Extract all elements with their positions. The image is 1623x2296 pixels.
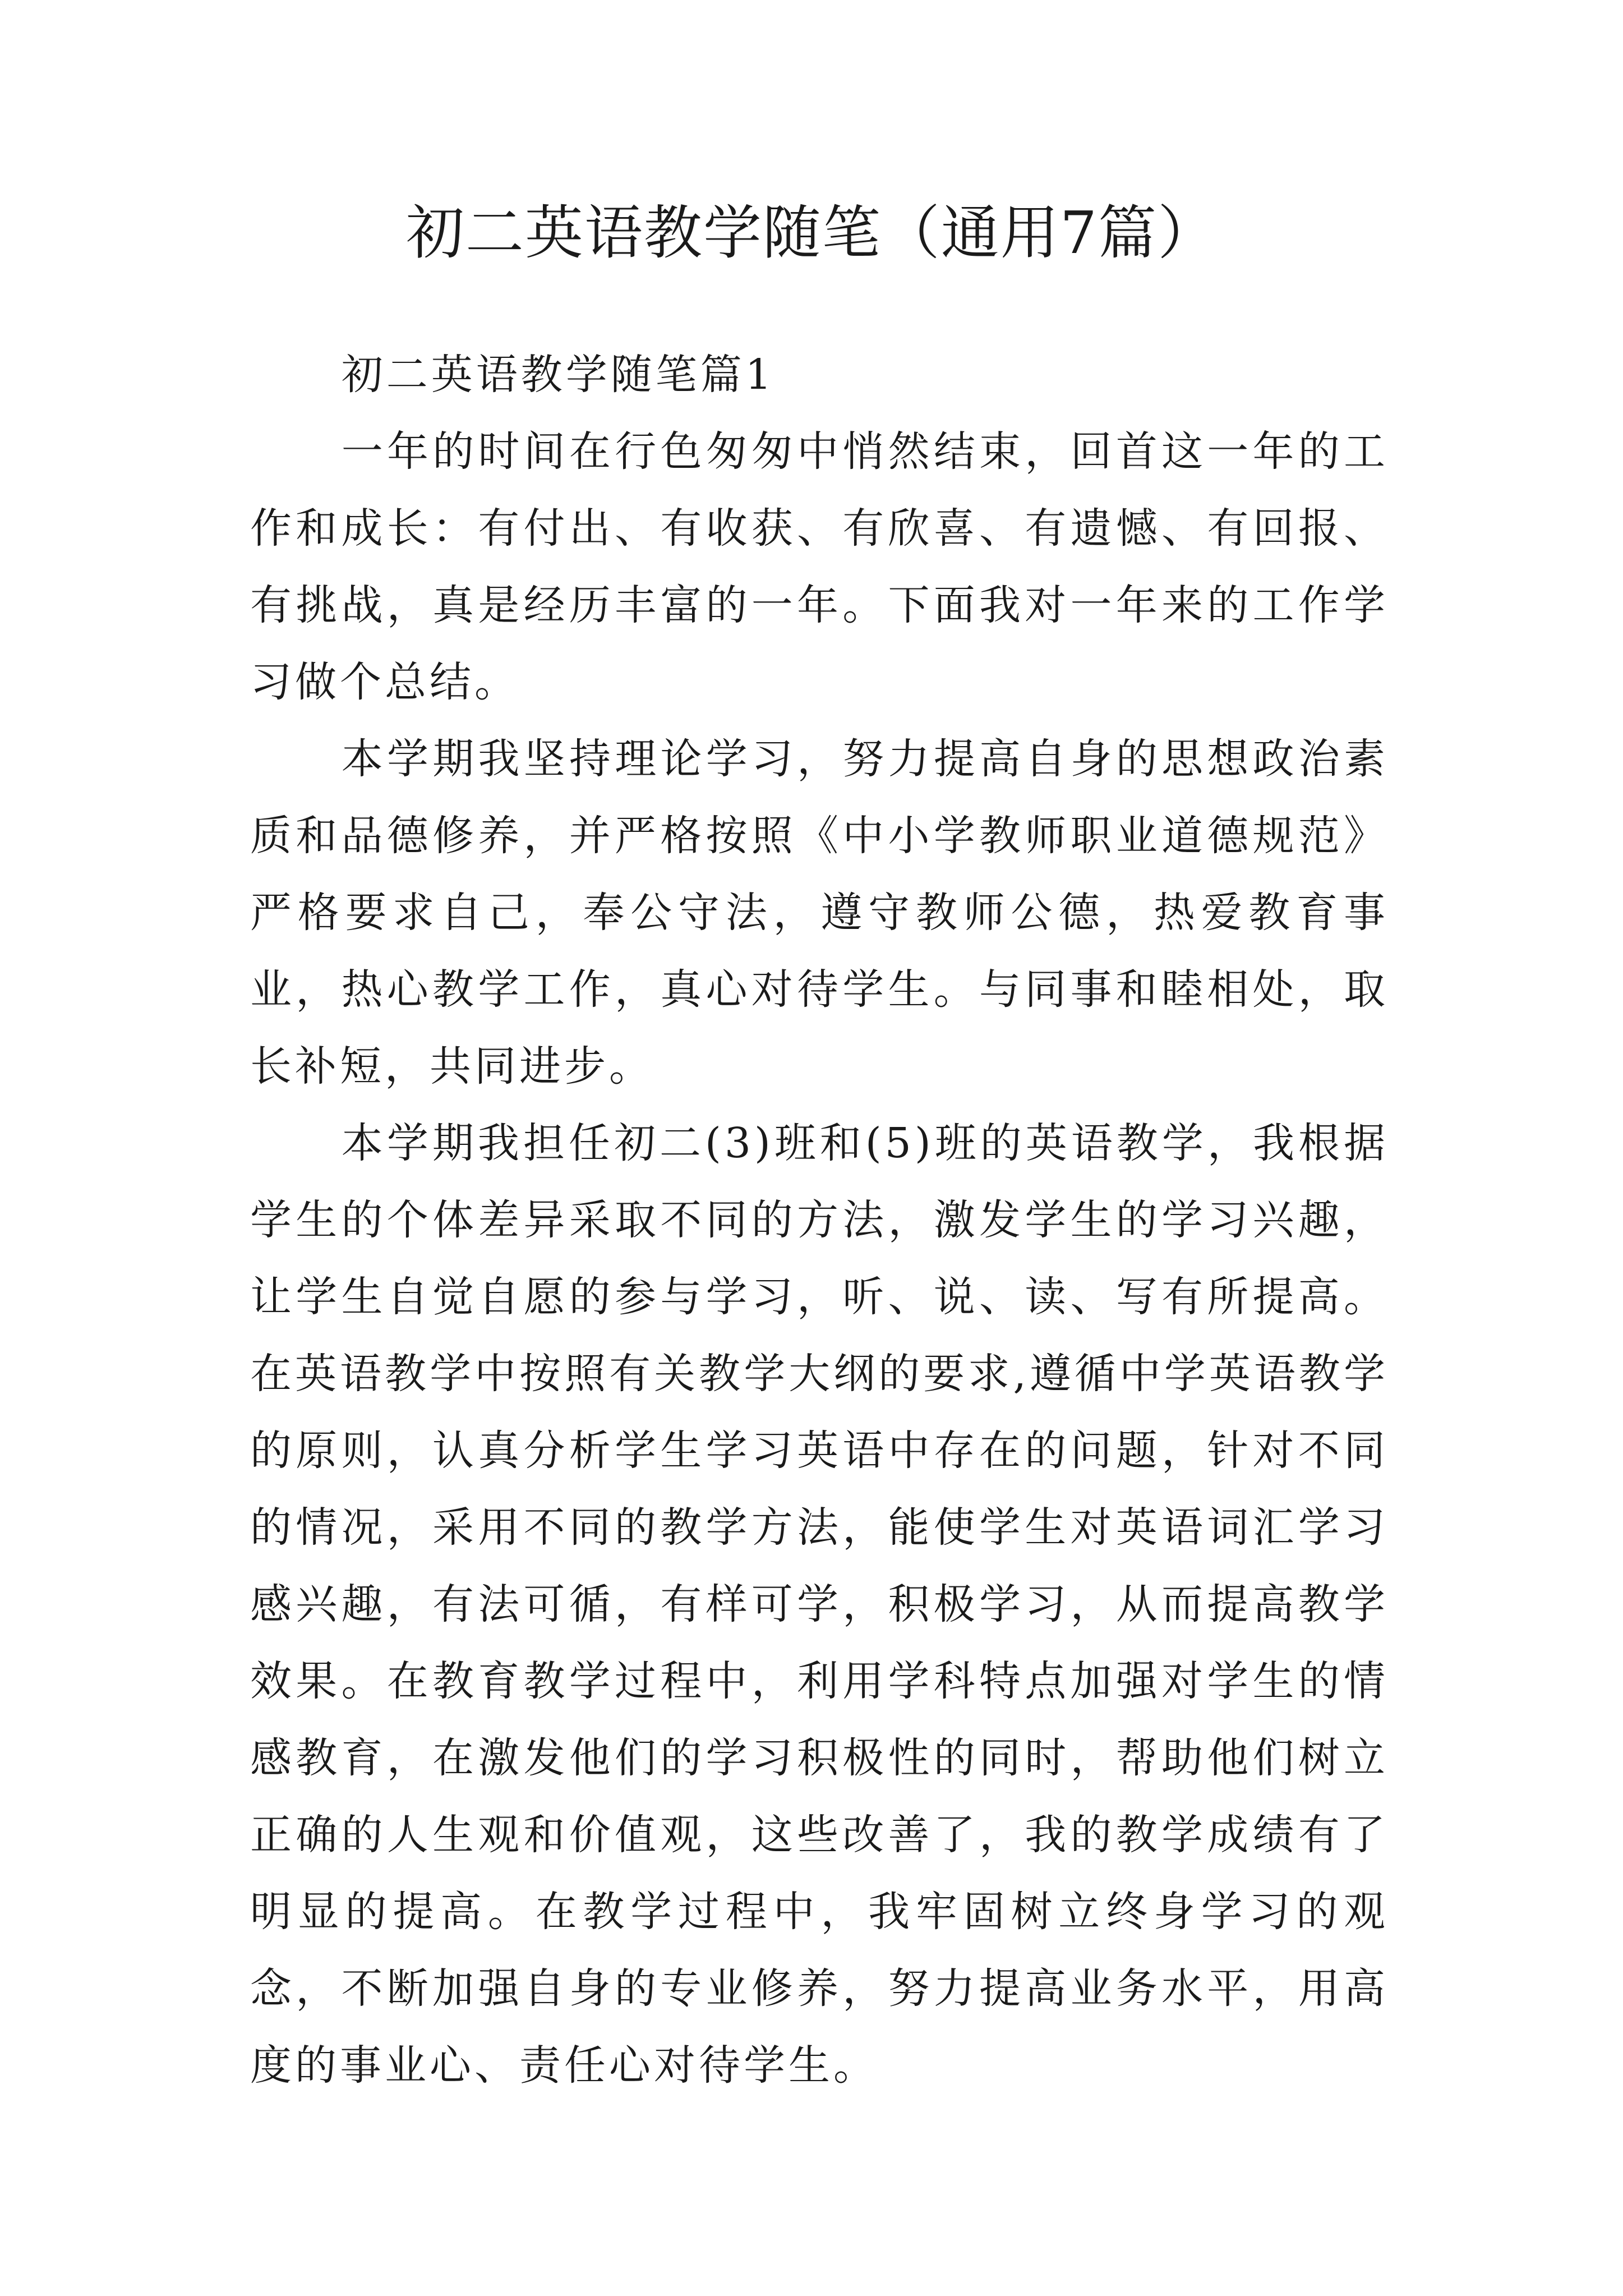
paragraph: 本学期我坚持理论学习，努力提高自身的思想政治素质和品德修养，并严格按照《中小学教师职业道德规范》严格要求自己，奉公守法，遵守教师公德，热爱教育事业，热心教学工作，真心对待学生。与同事和睦相处，取长补短，共同进步。 (250, 735, 1389, 1091)
section-heading: 初二英语教学随笔篇1 (341, 351, 775, 399)
paragraph: 本学期我担任初二(3)班和(5)班的英语教学，我根据学生的个体差异采取不同的方法，激发学生的学习兴趣，让学生自觉自愿的参与学习，听、说、读、写有所提高。在英语教学中按照有关教学大纲的要求,遵循中学英语教学的原则，认真分析学生学习英语中存在的问题，针对不同的情况，采用不同的教学方法，能使学生对英语词汇学习感兴趣，有法可循，有样可学，积极学习，从而提高教学效果。在教育教学过程中，利用学科特点加强对学生的情感教育，在激发他们的学习积极性的同时，帮助他们树立正确的人生观和价值观，这些改善了，我的教学成绩有了明显的提高。在教学过程中，我牢固树立终身学习的观念，不断加强自身的专业修养，努力提高业务水平，用高度的事业心、责任心对待学生。 (250, 1119, 1389, 2090)
document-title: 初二英语教学随笔（通用7篇） (405, 199, 1218, 267)
document-body (250, 337, 1389, 2104)
paragraph: 一年的时间在行色匆匆中悄然结束，回首这一年的工作和成长：有付出、有收获、有欣喜、有遗憾、有回报、有挑战，真是经历丰富的一年。下面我对一年来的工作学习做个总结。 (250, 427, 1389, 706)
